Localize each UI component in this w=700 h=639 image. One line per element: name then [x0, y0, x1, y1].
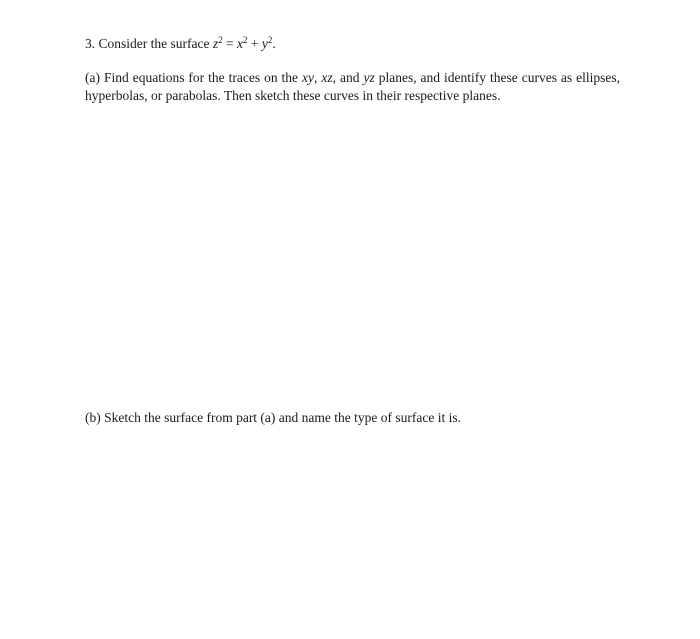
part-a-answer-space — [85, 110, 620, 400]
part-b-answer-space — [85, 432, 620, 632]
plane-xz: xz — [321, 70, 333, 85]
part-b-label: (b) — [85, 410, 101, 425]
plane-yz: yz — [363, 70, 375, 85]
problem-intro: Consider the surface — [98, 36, 210, 51]
part-b-question: (b) Sketch the surface from part (a) and name the type of surface it is. — [85, 410, 461, 425]
plane-xy: xy — [302, 70, 315, 85]
part-a-question: (a) Find equations for the traces on the xy, xz, and yz planes, and identify these curves as ellipses, hyperbolas, or parabolas. Then sketch these curves in their respective planes. — [85, 70, 621, 103]
problem-number: 3. — [85, 36, 96, 51]
problem-statement: 3. Consider the surface $z^2 = x^2 + y^2$. — [85, 35, 276, 51]
surface-equation: $z^2 = x^2 + y^2$ — [212, 35, 273, 51]
part-a-label: (a) — [85, 70, 100, 85]
